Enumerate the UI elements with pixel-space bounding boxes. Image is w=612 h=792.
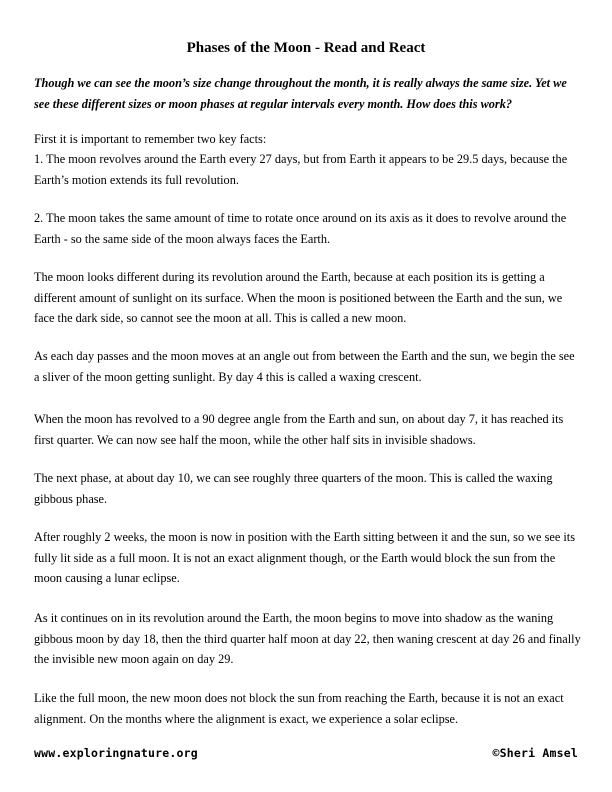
intro-paragraph: Though we can see the moon’s size change throughout the month, it is really always the same size. Yet we see these different sizes or moon phases at regular intervals every month. How does this work?	[34, 76, 567, 111]
waxing-gibbous-paragraph: The next phase, at about day 10, we can see roughly three quarters of the moon. This is called the waxing gibbous phase.	[34, 471, 553, 506]
new-moon-paragraph: The moon looks different during its revolution around the Earth, because at each position its is getting a different amount of sunlight on its surface. When the moon is positioned between the Earth and the sun, we face the dark side, so cannot see the moon at all. This is called a new moon.	[34, 270, 563, 325]
copyright-footer: ©Sheri Amsel	[492, 746, 578, 760]
full-moon-paragraph: After roughly 2 weeks, the moon is now in position with the Earth sitting between it and the sun, so we see its fully lit side as a full moon. It is not an exact alignment though, or the Earth would block the sun from the moon causing a lunar eclipse.	[34, 530, 575, 585]
waxing-crescent-paragraph: As each day passes and the moon moves at an angle out from between the Earth and the sun, we begin the see a sliver of the moon getting sunlight. By day 4 this is called a waxing crescent.	[34, 349, 575, 384]
first-quarter-paragraph: When the moon has revolved to a 90 degree angle from the Earth and sun, on about day 7, it has reached its first quarter. We can now see half the moon, while the other half sits in invisible shadows.	[34, 412, 564, 447]
fact-2-paragraph: 2. The moon takes the same amount of time to rotate once around on its axis as it does to revolve around the Earth - so the same side of the moon always faces the Earth.	[34, 211, 567, 246]
website-footer: www.exploringnature.org	[34, 746, 198, 760]
fact-1-paragraph: 1. The moon revolves around the Earth every 27 days, but from Earth it appears to be 29.5 days, because the Earth’s motion extends its full revolution.	[34, 152, 568, 187]
solar-eclipse-paragraph: Like the full moon, the new moon does not block the sun from reaching the Earth, because it is not an exact alignment. On the months where the alignment is exact, we experience a solar eclipse.	[34, 691, 564, 726]
facts-heading: First it is important to remember two key facts:	[34, 132, 267, 146]
page-title: Phases of the Moon - Read and React	[186, 40, 426, 56]
waning-phases-paragraph: As it continues on in its revolution around the Earth, the moon begins to move into shadow as the waning gibbous moon by day 18, then the third quarter half moon at day 22, then waning crescent at day 26 and finally the invisible new moon again on day 29.	[34, 611, 581, 666]
